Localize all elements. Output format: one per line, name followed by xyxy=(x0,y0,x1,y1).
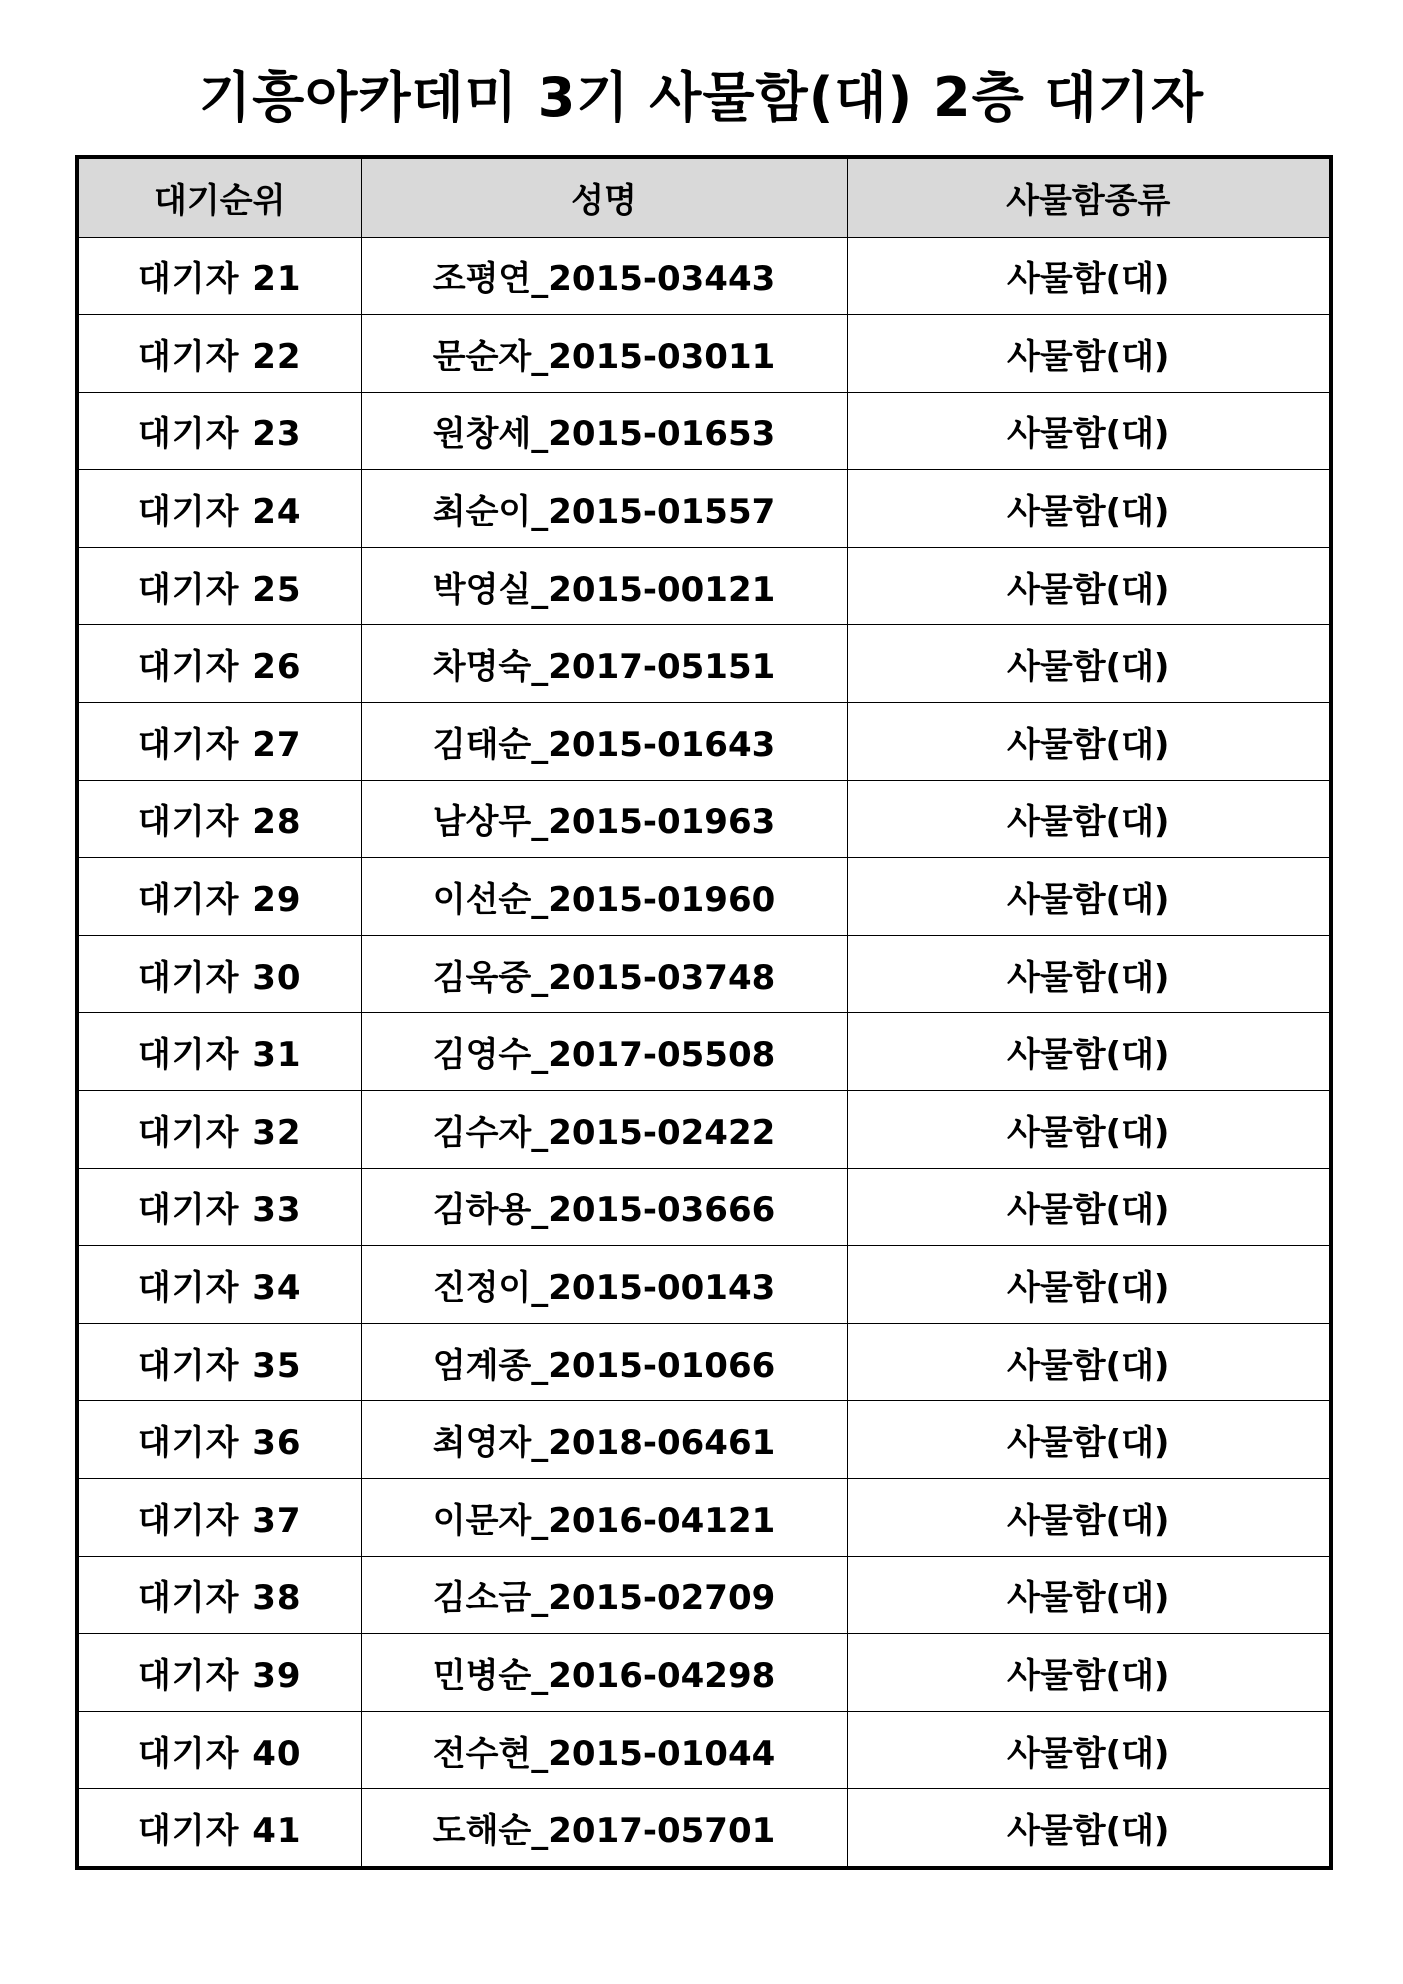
table-body xyxy=(79,237,1329,1866)
name-cell: 김영수_2017-05508 xyxy=(361,1013,847,1091)
table-row xyxy=(79,1634,1329,1712)
rank-cell: 대기자 34 xyxy=(79,1246,361,1324)
name-cell: 전수현_2015-01044 xyxy=(361,1711,847,1789)
locker-type-cell: 사물함(대) xyxy=(847,1479,1329,1557)
rank-cell: 대기자 21 xyxy=(79,237,361,315)
rank-cell: 대기자 30 xyxy=(79,935,361,1013)
column-header-locker-type: 사물함종류 xyxy=(847,159,1329,237)
name-cell: 최순이_2015-01557 xyxy=(361,470,847,548)
table-row xyxy=(79,625,1329,703)
locker-type-cell: 사물함(대) xyxy=(847,1168,1329,1246)
name-cell: 민병순_2016-04298 xyxy=(361,1634,847,1712)
rank-cell: 대기자 28 xyxy=(79,780,361,858)
locker-type-cell: 사물함(대) xyxy=(847,547,1329,625)
rank-cell: 대기자 27 xyxy=(79,703,361,781)
table-row xyxy=(79,1479,1329,1557)
column-header-name: 성명 xyxy=(361,159,847,237)
table-row xyxy=(79,392,1329,470)
locker-type-cell: 사물함(대) xyxy=(847,703,1329,781)
locker-type-cell: 사물함(대) xyxy=(847,392,1329,470)
name-cell: 이선순_2015-01960 xyxy=(361,858,847,936)
table-row xyxy=(79,1168,1329,1246)
name-cell: 차명숙_2017-05151 xyxy=(361,625,847,703)
rank-cell: 대기자 26 xyxy=(79,625,361,703)
name-cell: 이문자_2016-04121 xyxy=(361,1479,847,1557)
rank-cell: 대기자 38 xyxy=(79,1556,361,1634)
table-row xyxy=(79,935,1329,1013)
table-row xyxy=(79,1711,1329,1789)
table-row xyxy=(79,315,1329,393)
table-header-row xyxy=(79,159,1329,237)
name-cell: 문순자_2015-03011 xyxy=(361,315,847,393)
locker-type-cell: 사물함(대) xyxy=(847,935,1329,1013)
locker-type-cell: 사물함(대) xyxy=(847,780,1329,858)
name-cell: 김하용_2015-03666 xyxy=(361,1168,847,1246)
name-cell: 김소금_2015-02709 xyxy=(361,1556,847,1634)
waitlist-table xyxy=(79,159,1329,1866)
name-cell: 원창세_2015-01653 xyxy=(361,392,847,470)
locker-type-cell: 사물함(대) xyxy=(847,470,1329,548)
table-row xyxy=(79,1789,1329,1867)
table-row xyxy=(79,703,1329,781)
rank-cell: 대기자 31 xyxy=(79,1013,361,1091)
rank-cell: 대기자 22 xyxy=(79,315,361,393)
rank-cell: 대기자 24 xyxy=(79,470,361,548)
locker-type-cell: 사물함(대) xyxy=(847,1323,1329,1401)
rank-cell: 대기자 32 xyxy=(79,1091,361,1169)
rank-cell: 대기자 35 xyxy=(79,1323,361,1401)
name-cell: 최영자_2018-06461 xyxy=(361,1401,847,1479)
locker-type-cell: 사물함(대) xyxy=(847,1013,1329,1091)
rank-cell: 대기자 33 xyxy=(79,1168,361,1246)
rank-cell: 대기자 29 xyxy=(79,858,361,936)
table-row xyxy=(79,237,1329,315)
waitlist-table-container xyxy=(75,155,1333,1870)
name-cell: 남상무_2015-01963 xyxy=(361,780,847,858)
rank-cell: 대기자 25 xyxy=(79,547,361,625)
locker-type-cell: 사물함(대) xyxy=(847,1634,1329,1712)
locker-type-cell: 사물함(대) xyxy=(847,1711,1329,1789)
name-cell: 박영실_2015-00121 xyxy=(361,547,847,625)
locker-type-cell: 사물함(대) xyxy=(847,1246,1329,1324)
table-row xyxy=(79,1556,1329,1634)
rank-cell: 대기자 39 xyxy=(79,1634,361,1712)
name-cell: 도해순_2017-05701 xyxy=(361,1789,847,1867)
column-header-rank: 대기순위 xyxy=(79,159,361,237)
locker-type-cell: 사물함(대) xyxy=(847,1401,1329,1479)
locker-type-cell: 사물함(대) xyxy=(847,858,1329,936)
table-row xyxy=(79,1323,1329,1401)
rank-cell: 대기자 23 xyxy=(79,392,361,470)
locker-type-cell: 사물함(대) xyxy=(847,625,1329,703)
name-cell: 김수자_2015-02422 xyxy=(361,1091,847,1169)
table-row xyxy=(79,858,1329,936)
table-row xyxy=(79,1246,1329,1324)
locker-type-cell: 사물함(대) xyxy=(847,315,1329,393)
rank-cell: 대기자 40 xyxy=(79,1711,361,1789)
name-cell: 김태순_2015-01643 xyxy=(361,703,847,781)
rank-cell: 대기자 36 xyxy=(79,1401,361,1479)
locker-type-cell: 사물함(대) xyxy=(847,237,1329,315)
table-row xyxy=(79,1091,1329,1169)
page-title: 기흥아카데미 3기 사물함(대) 2층 대기자 xyxy=(198,66,1205,129)
locker-type-cell: 사물함(대) xyxy=(847,1091,1329,1169)
name-cell: 조평연_2015-03443 xyxy=(361,237,847,315)
table-row xyxy=(79,1013,1329,1091)
rank-cell: 대기자 41 xyxy=(79,1789,361,1867)
name-cell: 김욱중_2015-03748 xyxy=(361,935,847,1013)
name-cell: 엄계종_2015-01066 xyxy=(361,1323,847,1401)
rank-cell: 대기자 37 xyxy=(79,1479,361,1557)
locker-type-cell: 사물함(대) xyxy=(847,1556,1329,1634)
table-row xyxy=(79,780,1329,858)
table-row xyxy=(79,470,1329,548)
name-cell: 진정이_2015-00143 xyxy=(361,1246,847,1324)
locker-type-cell: 사물함(대) xyxy=(847,1789,1329,1867)
table-row xyxy=(79,547,1329,625)
table-row xyxy=(79,1401,1329,1479)
